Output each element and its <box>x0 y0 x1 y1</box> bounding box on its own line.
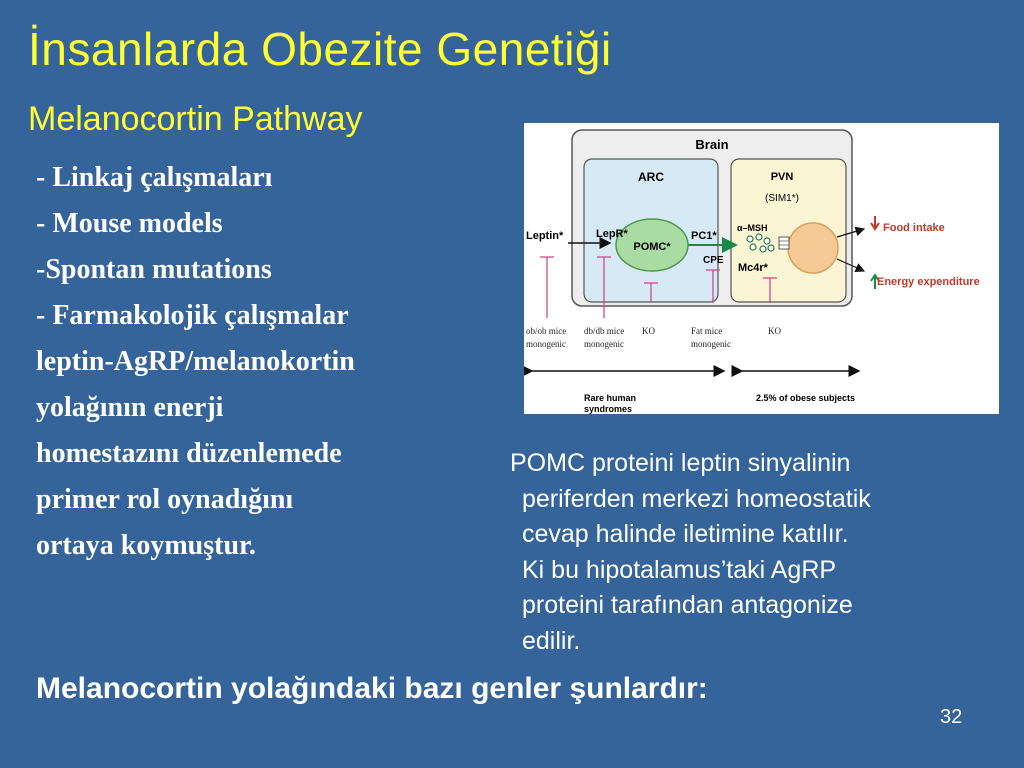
page-number: 32 <box>940 706 963 728</box>
bullet-item: leptin-AgRP/melanokortin <box>36 346 355 377</box>
pvn-label: PVN <box>770 171 794 183</box>
energy-label: Energy expenditure <box>877 276 980 288</box>
melanocortin-pathway-diagram <box>524 123 999 414</box>
rare-label: syndromes <box>584 404 633 414</box>
leptin-label: Leptin* <box>526 230 564 242</box>
note-line: Ki bu hipotalamus’taki AgRP <box>522 555 837 584</box>
model-label: Fat mice <box>691 326 723 336</box>
bullet-list <box>36 155 506 569</box>
bullet-item: yolağının enerji <box>36 392 224 423</box>
bullet-item: - Mouse models <box>36 208 223 239</box>
sim1-label: (SIM1*) <box>765 193 799 204</box>
pathway-svg <box>524 123 999 414</box>
explanation-text <box>510 446 1000 659</box>
note-line: periferden merkezi homeostatik <box>522 484 871 513</box>
model-label: db/db mice <box>584 326 625 336</box>
model-label: monogenic <box>526 339 566 349</box>
note-line: edilir. <box>522 626 581 655</box>
bullet-item: ortaya koymuştur. <box>36 530 256 561</box>
model-label: KO <box>768 326 781 336</box>
pomc-label: POMC* <box>633 241 671 253</box>
cpe-label: CPE <box>703 255 724 266</box>
lepr-label: LepR* <box>596 228 628 240</box>
slide-title: İnsanlarda Obezite Genetiği <box>28 23 612 75</box>
receptor-icon <box>779 237 789 249</box>
msh-label: α–MSH <box>737 223 768 233</box>
footer-text: Melanocortin yolağındaki bazı genler şunlardır: <box>36 672 708 705</box>
model-label: monogenic <box>584 339 624 349</box>
model-label: KO <box>642 326 655 336</box>
pc1-label: PC1* <box>691 230 717 242</box>
rare-label: Rare human <box>584 393 637 403</box>
note-line: proteini tarafından antagonize <box>522 591 853 619</box>
note-line: POMC proteini leptin sinyalinin <box>510 449 851 477</box>
mc4r-label: Mc4r* <box>738 262 768 274</box>
bullet-item: - Linkaj çalışmaları <box>36 162 273 193</box>
arc-label: ARC <box>638 170 664 184</box>
decrease-arrow-icon <box>871 216 879 229</box>
brain-label: Brain <box>695 137 729 152</box>
food-intake-label: Food intake <box>883 222 945 234</box>
bullet-item: - Farmakolojik çalışmalar <box>36 300 349 331</box>
model-label: ob/ob mice <box>526 326 567 336</box>
slide-subtitle: Melanocortin Pathway <box>28 100 363 138</box>
note-line: cevap halinde iletimine katılır. <box>522 520 849 548</box>
model-label: monogenic <box>691 339 731 349</box>
bullet-item: primer rol oynadığını <box>36 484 294 515</box>
bullet-item: -Spontan mutations <box>36 254 272 285</box>
pvn-neuron <box>788 223 838 273</box>
obese-label: 2.5% of obese subjects <box>756 393 856 403</box>
bullet-item: homestazını düzenlemede <box>36 438 342 469</box>
